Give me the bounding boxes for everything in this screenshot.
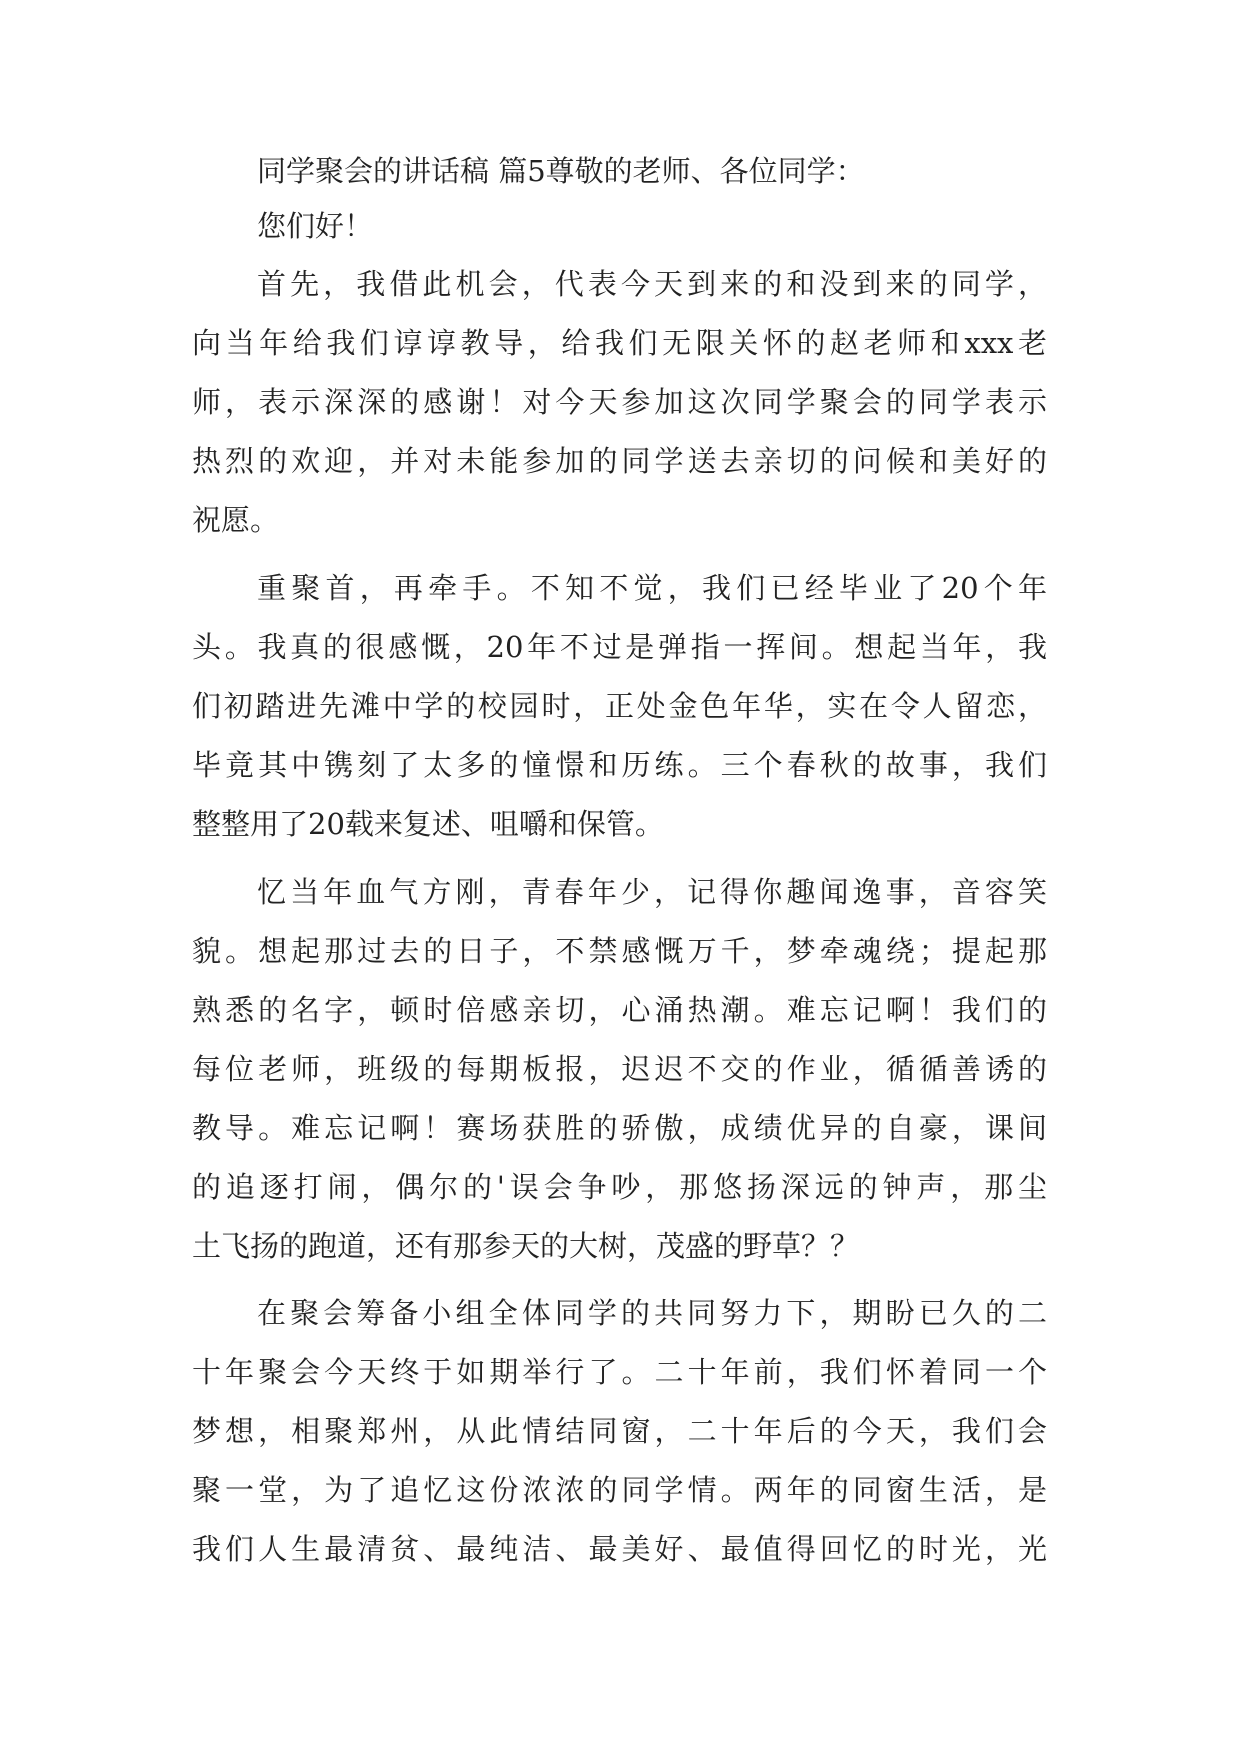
paragraph-line: 热烈的欢迎，并对未能参加的同学送去亲切的问候和美好的 — [192, 444, 1047, 478]
paragraph-line: 毕竟其中镌刻了太多的憧憬和历练。三个春秋的故事，我们 — [192, 748, 1047, 782]
greeting-line: 您们好！ — [257, 209, 374, 243]
paragraph-line: 重聚首，再牵手。不知不觉，我们已经毕业了20个年 — [257, 571, 1047, 605]
paragraph-line: 的追逐打闹，偶尔的'误会争吵，那悠扬深远的钟声，那尘 — [192, 1170, 1047, 1204]
paragraph-line: 聚一堂，为了追忆这份浓浓的同学情。两年的同窗生活，是 — [192, 1473, 1047, 1507]
heading-line: 同学聚会的讲话稿 篇5尊敬的老师、各位同学： — [257, 154, 865, 188]
paragraph-line: 整整用了20载来复述、咀嚼和保管。 — [192, 807, 664, 841]
paragraph-line: 忆当年血气方刚，青春年少，记得你趣闻逸事，音容笑 — [257, 875, 1047, 909]
paragraph-line: 我们人生最清贫、最纯洁、最美好、最值得回忆的时光，光 — [192, 1532, 1047, 1566]
paragraph-line: 土飞扬的跑道，还有那参天的大树，茂盛的野草？？ — [192, 1229, 860, 1263]
paragraph-line: 祝愿。 — [192, 503, 280, 537]
paragraph-line: 貌。想起那过去的日子，不禁感慨万千，梦牵魂绕；提起那 — [192, 934, 1047, 968]
paragraph-line: 首先，我借此机会，代表今天到来的和没到来的同学， — [257, 267, 1047, 301]
paragraph-line: 们初踏进先滩中学的校园时，正处金色年华，实在令人留恋， — [192, 689, 1047, 723]
paragraph-line: 师，表示深深的感谢！对今天参加这次同学聚会的同学表示 — [192, 385, 1047, 419]
paragraph-line: 十年聚会今天终于如期举行了。二十年前，我们怀着同一个 — [192, 1355, 1047, 1389]
paragraph-line: 在聚会筹备小组全体同学的共同努力下，期盼已久的二 — [257, 1296, 1047, 1330]
paragraph-line: 每位老师，班级的每期板报，迟迟不交的作业，循循善诱的 — [192, 1052, 1047, 1086]
paragraph-line: 熟悉的名字，顿时倍感亲切，心涌热潮。难忘记啊！我们的 — [192, 993, 1047, 1027]
paragraph-line: 向当年给我们谆谆教导，给我们无限关怀的赵老师和xxx老 — [192, 326, 1047, 360]
paragraph-line: 梦想，相聚郑州，从此情结同窗，二十年后的今天，我们会 — [192, 1414, 1047, 1448]
paragraph-line: 教导。难忘记啊！赛场获胜的骄傲，成绩优异的自豪，课间 — [192, 1111, 1047, 1145]
paragraph-line: 头。我真的很感慨，20年不过是弹指一挥间。想起当年，我 — [192, 630, 1047, 664]
